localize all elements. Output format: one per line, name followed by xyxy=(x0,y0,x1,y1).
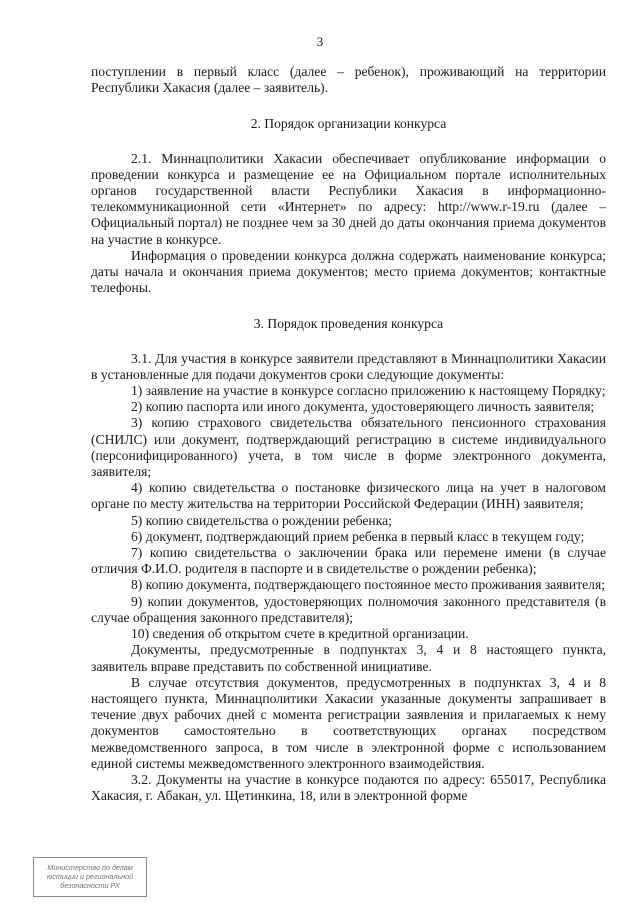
stamp-line: Министерство по делам xyxy=(47,863,133,872)
stamp-line: безопасности РХ xyxy=(60,881,120,890)
list-item: 4) копию свидетельства о постановке физического лица на учет в налоговом органе по месту жительства на территории Российской Федерации (ИНН) заявителя; xyxy=(91,480,606,512)
intro-paragraph: поступлении в первый класс (далее – ребенок), проживающий на территории Республики Хакасия (далее – заявитель). xyxy=(91,64,606,96)
paragraph-optional-docs: Документы, предусмотренные в подпунктах 3, 4 и 8 настоящего пункта, заявитель вправе представить по собственной инициативе. xyxy=(91,642,606,674)
paragraph-3-2: 3.2. Документы на участие в конкурсе подаются по адресу: 655017, Республика Хакасия, г. Абакан, ул. Щетинкина, 18, или в электронной форме xyxy=(91,771,606,804)
paragraph-missing-docs: В случае отсутствия документов, предусмотренных в подпунктах 3, 4 и 8 настоящего пункта, Миннацполитики Хакасии указанные документы запрашивает в течение двух рабочих дней с момента регистрации заявления и прилагаемых к нему документов самостоятельно в соответствующих органах посредством межведомственного запроса, в том числе в электронной форме с использованием единой системы межведомственного электронного взаимодействия. xyxy=(91,674,606,771)
list-item: 2) копию паспорта или иного документа, удостоверяющего личность заявителя; xyxy=(131,399,595,415)
list-item: 7) копию свидетельства о заключении брака или перемене имени (в случае отличия Ф.И.О. родителя в паспорте и в свидетельстве о рождении ребенка); xyxy=(91,545,606,577)
list-item: 10) сведения об открытом счете в кредитной организации. xyxy=(131,626,469,642)
stamp-line: юстиции и региональной xyxy=(46,872,134,881)
registration-stamp xyxy=(33,857,147,897)
list-item: 3) копию страхового свидетельства обязательного пенсионного страхования (СНИЛС) или документ, подтверждающий регистрацию в системе индивидуального (персонифицированного) учета, в том числе в форме электронного документа, заявителя; xyxy=(91,415,606,480)
list-item: 8) копию документа, подтверждающего постоянное место проживания заявителя; xyxy=(131,577,605,593)
list-item: 9) копии документов, удостоверяющих полномочия законного представителя (в случае обращения законного представителя); xyxy=(91,593,606,625)
paragraph-info: Информация о проведении конкурса должна содержать наименование конкурса; даты начала и окончания приема документов; место приема документов; контактные телефоны. xyxy=(91,247,606,296)
section-2-title: 2. Порядок организации конкурса xyxy=(250,116,447,132)
paragraph-3-1: 3.1. Для участия в конкурсе заявители представляют в Миннацполитики Хакасии в установленные для подачи документов сроки следующие документы: xyxy=(91,350,606,382)
page-number: 3 xyxy=(316,34,324,49)
section-3-title: 3. Порядок проведения конкурса xyxy=(253,316,444,332)
document-body xyxy=(91,64,606,804)
list-item: 6) документ, подтверждающий прием ребенка в первый класс в текущем году; xyxy=(131,528,585,544)
paragraph-2-1: 2.1. Миннацполитики Хакасии обеспечивает опубликование информации о проведении конкурса и размещение ее на Официальном портале исполнительных органов государственной власти Республики Хакасия в информационно-телекоммуникационной сети «Интернет» по адресу: http://www.r-19.ru (далее – Официальный портал) не позднее чем за 30 дней до даты окончания приема документов на участие в конкурсе. xyxy=(91,150,606,247)
list-item: 1) заявление на участие в конкурсе согласно приложению к настоящему Порядку; xyxy=(131,383,606,399)
list-item: 5) копию свидетельства о рождении ребенка; xyxy=(131,512,392,528)
